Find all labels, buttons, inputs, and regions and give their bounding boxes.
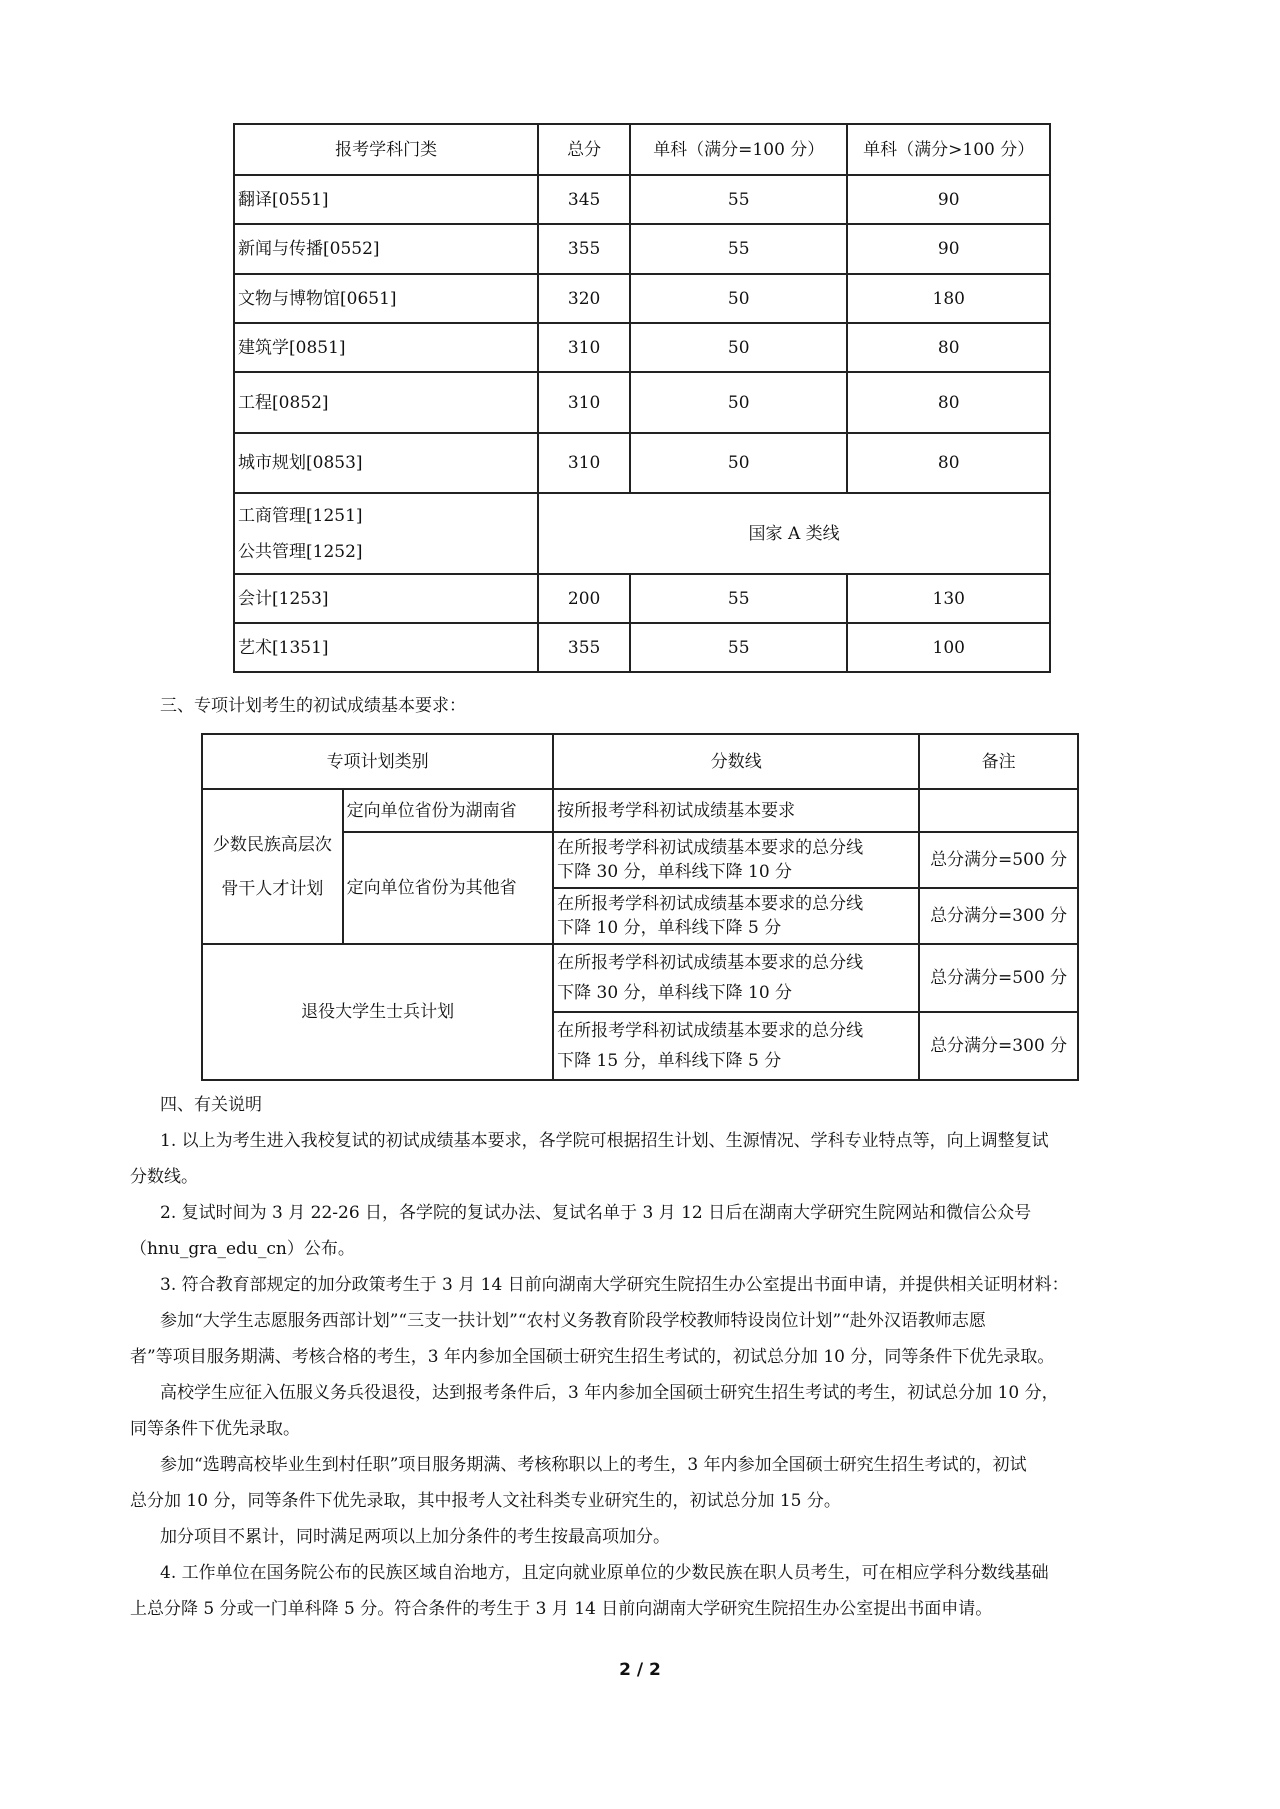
cell-requirement xyxy=(553,888,919,944)
cell-single100: 55 xyxy=(630,574,847,623)
table-row xyxy=(202,789,1078,832)
cell-single-over: 80 xyxy=(847,433,1050,493)
cell-single-over: 80 xyxy=(847,372,1050,433)
cell-empty-remark xyxy=(919,789,1078,832)
cell-remark: 总分满分=500 分 xyxy=(919,944,1078,1012)
table-row-merged xyxy=(234,493,1050,574)
requirement-line-2: 下降 30 分，单科线下降 10 分 xyxy=(557,983,793,1003)
page-number: 2 / 2 xyxy=(619,1660,661,1680)
cell-single100: 50 xyxy=(630,323,847,372)
subject-line-2: 公共管理[1252] xyxy=(238,541,363,562)
minority-plan-line-2: 骨干人才计划 xyxy=(221,878,324,899)
cell-single100: 50 xyxy=(630,274,847,323)
cell-single100: 55 xyxy=(630,623,847,672)
cell-subject xyxy=(234,493,538,574)
cell-single100: 55 xyxy=(630,175,847,224)
table-header-row xyxy=(234,124,1050,175)
cell-remark: 总分满分=500 分 xyxy=(919,832,1078,888)
requirement-line-1: 在所报考学科初试成绩基本要求的总分线 xyxy=(557,1021,864,1041)
cell-total: 355 xyxy=(538,623,630,672)
cell-veteran-plan: 退役大学生士兵计划 xyxy=(202,944,553,1080)
paragraph-6-line-1: 参加“选聘高校毕业生到村任职”项目服务期满、考核称职以上的考生，3 年内参加全国硕士研究生招生考试的，初试 xyxy=(160,1455,1027,1475)
table-row xyxy=(234,623,1050,672)
table-row xyxy=(234,574,1050,623)
cell-single100: 50 xyxy=(630,433,847,493)
cell-single-over: 80 xyxy=(847,323,1050,372)
requirement-line-1: 在所报考学科初试成绩基本要求的总分线 xyxy=(557,894,864,914)
cell-subject: 工程[0852] xyxy=(234,372,538,433)
table-row xyxy=(234,433,1050,493)
cell-single100: 55 xyxy=(630,224,847,274)
minority-plan-line-1: 少数民族高层次 xyxy=(212,834,332,855)
table-row xyxy=(202,944,1078,1012)
cell-single100: 50 xyxy=(630,372,847,433)
cell-subject: 翻译[0551] xyxy=(234,175,538,224)
cell-single-over: 180 xyxy=(847,274,1050,323)
cell-total: 320 xyxy=(538,274,630,323)
header-category: 专项计划类别 xyxy=(202,734,553,789)
cell-total: 345 xyxy=(538,175,630,224)
table-row xyxy=(234,175,1050,224)
cell-minority-plan xyxy=(202,789,343,944)
requirement-line-1: 在所报考学科初试成绩基本要求的总分线 xyxy=(557,953,864,973)
cell-requirement xyxy=(553,1012,919,1080)
paragraph-7: 加分项目不累计，同时满足两项以上加分条件的考生按最高项加分。 xyxy=(160,1527,670,1547)
section-4-title: 四、有关说明 xyxy=(160,1095,262,1115)
paragraph-5-line-1: 高校学生应征入伍服义务兵役退役，达到报考条件后，3 年内参加全国硕士研究生招生考试的考生，初试总分加 10 分， xyxy=(160,1383,1059,1403)
table-row xyxy=(234,224,1050,274)
table-row xyxy=(234,274,1050,323)
cell-hunan: 定向单位省份为湖南省 xyxy=(343,789,553,832)
header-score-line: 分数线 xyxy=(553,734,919,789)
header-single-over: 单科（满分>100 分） xyxy=(847,124,1050,175)
paragraph-2-line-2: （hnu_gra_edu_cn）公布。 xyxy=(130,1239,355,1259)
cell-subject: 城市规划[0853] xyxy=(234,433,538,493)
paragraph-1-line-1: 1. 以上为考生进入我校复试的初试成绩基本要求，各学院可根据招生计划、生源情况、学科专业特点等，向上调整复试 xyxy=(160,1131,1049,1151)
cell-single-over: 130 xyxy=(847,574,1050,623)
cell-subject: 会计[1253] xyxy=(234,574,538,623)
cell-single-over: 100 xyxy=(847,623,1050,672)
cell-subject: 文物与博物馆[0651] xyxy=(234,274,538,323)
paragraph-8-line-2: 上总分降 5 分或一门单科降 5 分。符合条件的考生于 3 月 14 日前向湖南大学研究生院招生办公室提出书面申请。 xyxy=(130,1599,993,1619)
score-requirement-table xyxy=(233,123,1051,673)
header-subject: 报考学科门类 xyxy=(234,124,538,175)
cell-subject: 艺术[1351] xyxy=(234,623,538,672)
subject-line-1: 工商管理[1251] xyxy=(238,505,363,526)
cell-total: 355 xyxy=(538,224,630,274)
requirement-line-2: 下降 30 分，单科线下降 10 分 xyxy=(557,862,793,882)
paragraph-4-line-2: 者”等项目服务期满、考核合格的考生，3 年内参加全国硕士研究生招生考试的，初试总分加 10 分，同等条件下优先录取。 xyxy=(130,1347,1055,1367)
cell-requirement xyxy=(553,832,919,888)
cell-subject: 建筑学[0851] xyxy=(234,323,538,372)
paragraph-4-line-1: 参加“大学生志愿服务西部计划”“三支一扶计划”“农村义务教育阶段学校教师特设岗位计划”“赴外汉语教师志愿 xyxy=(160,1311,986,1331)
header-single100: 单科（满分=100 分） xyxy=(630,124,847,175)
special-plan-table xyxy=(201,733,1079,1081)
requirement-line-1: 在所报考学科初试成绩基本要求的总分线 xyxy=(557,838,864,858)
cell-other-province: 定向单位省份为其他省 xyxy=(343,832,553,944)
cell-total: 310 xyxy=(538,372,630,433)
cell-total: 310 xyxy=(538,433,630,493)
paragraph-6-line-2: 总分加 10 分，同等条件下优先录取，其中报考人文社科类专业研究生的，初试总分加 15 分。 xyxy=(130,1491,841,1511)
cell-remark: 总分满分=300 分 xyxy=(919,1012,1078,1080)
cell-subject: 新闻与传播[0552] xyxy=(234,224,538,274)
cell-national-line: 国家 A 类线 xyxy=(538,493,1050,574)
header-total: 总分 xyxy=(538,124,630,175)
paragraph-1-line-2: 分数线。 xyxy=(130,1167,198,1187)
table-row xyxy=(234,323,1050,372)
paragraph-3: 3. 符合教育部规定的加分政策考生于 3 月 14 日前向湖南大学研究生院招生办公室提出书面申请，并提供相关证明材料： xyxy=(160,1275,1069,1295)
cell-total: 310 xyxy=(538,323,630,372)
header-remark: 备注 xyxy=(919,734,1078,789)
cell-requirement xyxy=(553,944,919,1012)
table-header-row xyxy=(202,734,1078,789)
cell-single-over: 90 xyxy=(847,224,1050,274)
requirement-line-2: 下降 15 分，单科线下降 5 分 xyxy=(557,1051,782,1071)
section-3-title: 三、专项计划考生的初试成绩基本要求： xyxy=(160,696,466,716)
cell-remark: 总分满分=300 分 xyxy=(919,888,1078,944)
requirement-line-2: 下降 10 分，单科线下降 5 分 xyxy=(557,918,782,938)
paragraph-8-line-1: 4. 工作单位在国务院公布的民族区域自治地方，且定向就业原单位的少数民族在职人员考生，可在相应学科分数线基础 xyxy=(160,1563,1049,1583)
cell-total: 200 xyxy=(538,574,630,623)
cell-single-over: 90 xyxy=(847,175,1050,224)
table-row xyxy=(234,372,1050,433)
paragraph-2-line-1: 2. 复试时间为 3 月 22-26 日，各学院的复试办法、复试名单于 3 月 12 日后在湖南大学研究生院网站和微信公众号 xyxy=(160,1203,1032,1223)
paragraph-5-line-2: 同等条件下优先录取。 xyxy=(130,1419,300,1439)
cell-hunan-requirement: 按所报考学科初试成绩基本要求 xyxy=(553,789,919,832)
